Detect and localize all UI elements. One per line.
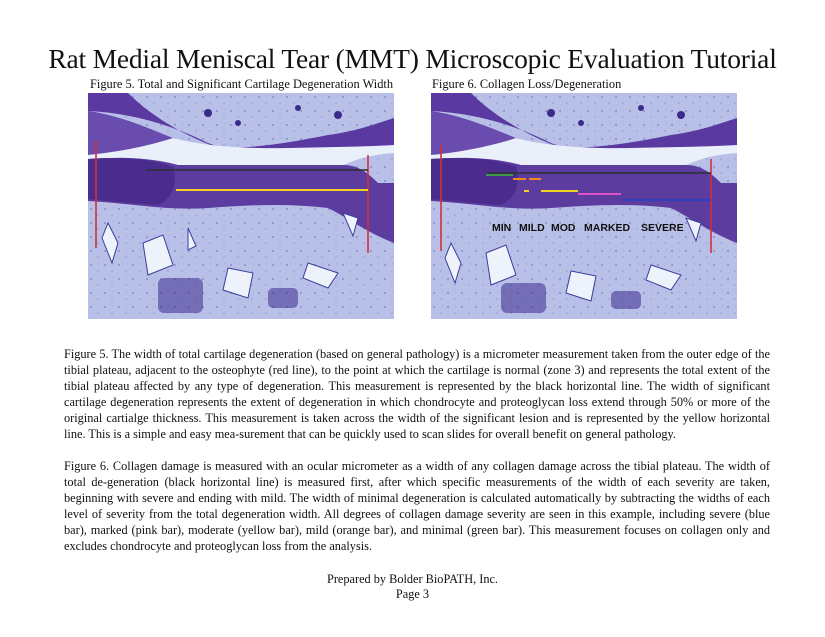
figure-5-micrograph — [88, 93, 394, 319]
figure-6-caption: Figure 6. Collagen Loss/Degeneration — [432, 77, 622, 91]
severity-label-mild: MILD — [519, 222, 545, 234]
severity-label-mod: MOD — [551, 222, 576, 234]
figure-6-description: Figure 6. Collagen damage is measured with an ocular micrometer as a width of any collagen damage across the tibial plateau. The width of total de-generation (black horizontal line) is measured first, after which specific measurements of the width of each severity are taken, beginning with severe and ending with mild. The width of minimal degeneration is calculated automatically by subtracting the widths of each level of severity from the total degeneration width. All degrees of collagen damage severity are seen in this example, including severe (blue bar), marked (pink bar), moderate (yellow bar), mild (orange bar), and minimal (green bar). This measurement focuses on collagen only and excludes chondrocyte and proteoglycan loss from the analysis. — [64, 459, 770, 553]
figure-6-micrograph — [431, 93, 737, 319]
severity-label-severe: SEVERE — [641, 222, 684, 234]
page-number: Page 3 — [395, 587, 430, 601]
figure-5-caption: Figure 5. Total and Significant Cartilage Degeneration Width — [90, 77, 394, 91]
severity-label-marked: MARKED — [584, 222, 631, 234]
figure-5-description: Figure 5. The width of total cartilage degeneration (based on general pathology) is a micrometer measurement taken from the outer edge of the tibial plateau, adjacent to the osteophyte (red line), to the point at which the cartilage is normal (zone 3) and represents the total extent of the tibial plateau affected by any type of degeneration. This measurement is represented by the black horizontal line. The width of significant cartilage degeneration represents the extent of degeneration in which chondrocyte and proteoglycan loss extend through 50% or more of the original cartialge thickness. This measurement is taken across the width of the significant lesion and is represented by the yellow horizontal line. This is a simple and easy mea-surement that can be quickly used to scan slides for overall benefit on general pathology. — [64, 347, 770, 441]
prepared-by: Prepared by Bolder BioPATH, Inc. — [327, 572, 498, 586]
severity-label-min: MIN — [492, 222, 512, 234]
page-title: Rat Medial Meniscal Tear (MMT) Microscopic Evaluation Tutorial — [48, 43, 777, 74]
